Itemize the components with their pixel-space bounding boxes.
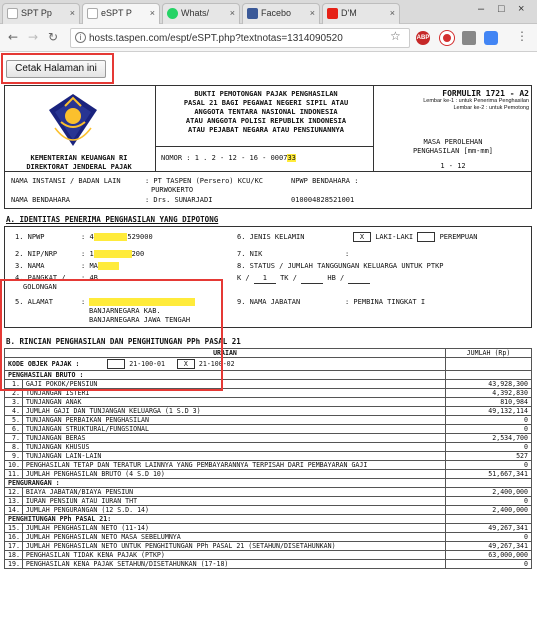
table-row: [5, 443, 532, 452]
form-header: [4, 85, 532, 171]
row-value: 0: [446, 443, 532, 452]
row-number: 16.: [5, 533, 23, 542]
page-icon: [7, 8, 18, 19]
divider: [155, 86, 156, 172]
row-value: 43,928,300: [446, 380, 532, 389]
row-value: 2,400,000: [446, 506, 532, 515]
row-label: JUMLAH PENGHASILAN BRUTO (4 S.D 10): [22, 470, 445, 479]
row-value: 0: [446, 533, 532, 542]
status-tk-value: [301, 274, 323, 284]
close-icon[interactable]: ×: [229, 8, 235, 18]
row-number: 12.: [5, 488, 23, 497]
row-number: 18.: [5, 551, 23, 560]
facebook-icon: [247, 8, 258, 19]
table-row: [5, 452, 532, 461]
table-row: [5, 416, 532, 425]
youtube-icon: [327, 8, 338, 19]
instansi-block: [4, 171, 532, 209]
kode-objek-jumlah: [446, 358, 532, 371]
row-label: TUNJANGAN STRUKTURAL/FUNGSIONAL: [22, 425, 445, 434]
row-number: 8.: [5, 443, 23, 452]
info-icon[interactable]: i: [75, 32, 86, 43]
row-label: TUNJANGAN ANAK: [22, 398, 445, 407]
row-label: JUMLAH GAJI DAN TUNJANGAN KELUARGA (1 S.D 3): [22, 407, 445, 416]
redacted-mark: 33: [287, 154, 296, 162]
masa-line: MASA PEROLEHAN: [423, 138, 483, 146]
status-hb-value: [348, 274, 370, 284]
nama-label: 3. NAMA: [15, 262, 45, 270]
direktorat-line: DIREKTORAT JENDERAL PAJAK: [26, 163, 132, 171]
close-icon[interactable]: ×: [389, 8, 395, 18]
table-row: [5, 506, 532, 515]
row-value: 0: [446, 416, 532, 425]
title-line: BUKTI PEMOTONGAN PAJAK PENGHASILAN: [194, 90, 338, 98]
row-number: 5.: [5, 416, 23, 425]
table-row: [5, 470, 532, 479]
close-icon[interactable]: ×: [69, 8, 75, 18]
forward-icon[interactable]: →: [28, 30, 39, 44]
section-b-title: B. RINCIAN PENGHASILAN DAN PENGHITUNGAN PPh PASAL 21: [6, 337, 241, 346]
npwp-text: 529000: [127, 233, 153, 241]
row-number: 4.: [5, 407, 23, 416]
maximize-icon[interactable]: □: [498, 3, 505, 15]
alamat-label: 5. ALAMAT: [15, 298, 53, 306]
instansi-value: : PT TASPEN (Persero) KCU/KC: [145, 177, 264, 185]
bendahara-label: NAMA BENDAHARA: [11, 196, 71, 204]
kode-2-label: 21-100-02: [198, 360, 235, 368]
tab-label: eSPT P: [101, 8, 132, 18]
row-number: 10.: [5, 461, 23, 470]
extension-icon[interactable]: [462, 31, 476, 45]
formulir-label: FORMULIR 1721 - A2: [442, 89, 529, 98]
status-hb-label: HB /: [327, 274, 345, 282]
jabatan-label: 9. NAMA JABATAN: [237, 298, 301, 306]
row-label: JUMLAH PENGHASILAN NETO MASA SEBELUMNYA: [22, 533, 445, 542]
row-number: 9.: [5, 452, 23, 461]
row-value: 49,267,341: [446, 524, 532, 533]
tab-label: Whats/: [181, 8, 210, 18]
jenis-kelamin-options: [353, 232, 478, 242]
address-bar: [0, 24, 537, 52]
page-content: [0, 52, 537, 640]
kode-objek-label: KODE OBJEK PAJAK :: [8, 360, 80, 368]
whatsapp-icon: [167, 8, 178, 19]
nama-value: : MA: [81, 262, 119, 271]
row-label: TUNJANGAN BERAS: [22, 434, 445, 443]
close-window-icon[interactable]: ×: [518, 3, 525, 15]
row-value: 63,000,000: [446, 551, 532, 560]
row-number: 13.: [5, 497, 23, 506]
col-jumlah: JUMLAH (Rp): [446, 349, 532, 358]
perempuan-label: PEREMPUAN: [439, 233, 478, 241]
group-label: PENGHASILAN BRUTO :: [5, 371, 446, 380]
extension-icon[interactable]: [484, 31, 498, 45]
row-value: 49,132,114: [446, 407, 532, 416]
row-number: 15.: [5, 524, 23, 533]
status-k-value: 1: [254, 274, 276, 284]
row-value: 0: [446, 461, 532, 470]
masa-perolehan-label: [377, 138, 529, 156]
title-line: ATAU PEJABAT NEGARA ATAU PENSIUNANNYA: [188, 126, 344, 134]
opera-icon[interactable]: [440, 31, 454, 45]
laki-laki-label: LAKI-LAKI: [375, 233, 414, 241]
alamat-line: BANJARNEGARA JAWA TENGAH: [89, 316, 191, 324]
section-a-title: A. IDENTITAS PENERIMA PENGHASILAN YANG DIPOTONG: [6, 215, 219, 224]
title-line: ATAU ANGGOTA POLISI REPUBLIK INDONESIA: [185, 117, 347, 125]
table-row: [5, 434, 532, 443]
close-icon[interactable]: ×: [309, 8, 315, 18]
pangkat-label: 4. PANGKAT /: [15, 274, 66, 282]
bendahara-value: : Drs. SUNARJADI: [145, 196, 213, 204]
row-value: 810,984: [446, 398, 532, 407]
table-row: [5, 542, 532, 551]
row-label: GAJI POKOK/PENSIUN: [22, 380, 445, 389]
row-number: 11.: [5, 470, 23, 479]
page-icon: [87, 8, 98, 19]
table-row: [5, 398, 532, 407]
kode-1-label: 21-100-01: [129, 360, 165, 368]
group-value: [446, 479, 532, 488]
minimize-icon[interactable]: –: [478, 3, 485, 15]
tab-whatsapp[interactable]: [162, 3, 240, 24]
tab-label: SPT Pp: [21, 8, 52, 18]
row-number: 1.: [5, 380, 23, 389]
row-label: PENGHASILAN KENA PAJAK SETAHUN/DISETAHUNKAN (17-18): [22, 560, 445, 569]
row-value: 49,267,341: [446, 542, 532, 551]
row-value: 2,534,700: [446, 434, 532, 443]
row-value: 527: [446, 452, 532, 461]
divider: [155, 146, 373, 147]
col-uraian: URAIAN: [5, 349, 446, 358]
status-k-label: K /: [237, 274, 250, 282]
nama-text: MA: [89, 262, 98, 270]
npwp-bendahara-value: 010004828521001: [291, 196, 355, 204]
table-row: [5, 533, 532, 542]
row-label: JUMLAH PENGURANGAN (12 S.D. 14): [22, 506, 445, 515]
nip-value: : 1 200: [81, 250, 145, 258]
tab-facebook[interactable]: [242, 3, 320, 24]
row-value: 0: [446, 497, 532, 506]
laki-laki-checkbox[interactable]: X: [353, 232, 371, 242]
row-label: TUNJANGAN LAIN-LAIN: [22, 452, 445, 461]
pangkat-text: 4B: [89, 274, 98, 282]
row-number: 7.: [5, 434, 23, 443]
divider: [373, 86, 374, 172]
table-row: [5, 497, 532, 506]
print-button[interactable]: Cetak Halaman ini: [6, 60, 106, 78]
nomor-text: NOMOR : 1 . 2 - 12 - 16 - 0007: [161, 154, 288, 162]
lembar-note: [377, 98, 529, 112]
instansi-label: NAMA INSTANSI / BADAN LAIN: [11, 177, 121, 185]
table-row: [5, 461, 532, 470]
row-value: 0: [446, 425, 532, 434]
row-label: TUNJANGAN ISTERI: [22, 389, 445, 398]
lembar-line: Lembar ke-2 : untuk Pemotong: [453, 105, 529, 111]
golongan-label: GOLONGAN: [23, 283, 57, 291]
browser-tab-bar: [0, 0, 537, 24]
title-line: PASAL 21 BAGI PEGAWAI NEGERI SIPIL ATAU: [183, 99, 349, 107]
reload-icon[interactable]: ↻: [48, 30, 59, 44]
npwp-value: : 4 529000: [81, 233, 153, 241]
group-value: [446, 515, 532, 524]
status-values: [237, 274, 370, 284]
npwp-text: 4: [89, 233, 94, 241]
row-label: TUNJANGAN KHUSUS: [22, 443, 445, 452]
npwp-label: 1. NPWP: [15, 233, 45, 241]
back-icon[interactable]: ←: [8, 30, 19, 44]
row-label: TUNJANGAN PERBAIKAN PENGHASILAN: [22, 416, 445, 425]
table-row: [5, 425, 532, 434]
row-label: JUMLAH PENGHASILAN NETO UNTUK PENGHITUNGAN PPh PASAL 21 (SETAHUN/DISETAHUNKAN): [22, 542, 445, 551]
nik-value: :: [345, 250, 350, 258]
row-number: 6.: [5, 425, 23, 434]
highlight-box: [1, 53, 114, 84]
menu-icon[interactable]: ⋮: [516, 29, 528, 43]
title-line: ANGGOTA TENTARA NASIONAL INDONESIA: [194, 108, 338, 116]
table-row: [5, 560, 532, 569]
tab-label: Facebo: [261, 8, 292, 18]
kementerian-line: KEMENTERIAN KEUANGAN RI: [30, 154, 128, 162]
table-row: [5, 488, 532, 497]
status-tk-label: TK /: [280, 274, 297, 282]
tab-label: D'M: [341, 8, 357, 18]
row-value: 4,392,830: [446, 389, 532, 398]
row-number: 2.: [5, 389, 23, 398]
nomor-field: [161, 154, 296, 162]
kementerian-label: [9, 154, 149, 172]
npwp-bendahara-label: NPWP BENDAHARA :: [291, 177, 359, 185]
highlight-box: [0, 279, 223, 391]
masa-line: PENGHASILAN [mm-mm]: [412, 147, 494, 155]
table-row: [5, 407, 532, 416]
row-label: JUMLAH PENGHASILAN NETO (11-14): [22, 524, 445, 533]
kode-2-checkbox[interactable]: X: [177, 359, 195, 369]
row-number: 3.: [5, 398, 23, 407]
alamat-value: :: [81, 298, 195, 307]
form-title: [161, 90, 371, 135]
table-row: [5, 524, 532, 533]
table-row: [5, 551, 532, 560]
instansi-value: PURWOKERTO: [151, 186, 194, 194]
tab-spt[interactable]: [2, 3, 80, 24]
url-text: hosts.taspen.com/espt/eSPT.php?textnotas=1314090520: [89, 33, 343, 44]
row-label: PENGHASILAN TETAP DAN TERATUR LAINNYA YANG PEMBAYARANNYA TERPISAH DARI PEMBAYARAN GAJI: [22, 461, 445, 470]
tax-form: [4, 85, 532, 569]
status-label: 8. STATUS / JUMLAH TANGGUNGAN KELUARGA UNTUK PTKP: [237, 262, 444, 270]
table-group-row: [5, 479, 532, 488]
row-number: 19.: [5, 560, 23, 569]
adblock-icon[interactable]: ABP: [416, 31, 430, 45]
close-icon[interactable]: ×: [149, 8, 155, 18]
jabatan-value: : PEMBINA TINGKAT I: [345, 298, 426, 306]
masa-perolehan-value: 1 - 12: [440, 162, 466, 170]
row-label: BIAYA JABATAN/BIAYA PENSIUN: [22, 488, 445, 497]
kemenkeu-logo-icon: [47, 92, 99, 148]
alamat-line: BANJARNEGARA KAB.: [89, 307, 161, 315]
row-number: 17.: [5, 542, 23, 551]
pangkat-value: : 4B: [81, 274, 98, 282]
row-value: 0: [446, 560, 532, 569]
tab-espt[interactable]: [82, 3, 160, 24]
jenis-kelamin-label: 6. JENIS KELAMIN: [237, 233, 305, 241]
star-icon[interactable]: ☆: [390, 29, 401, 43]
tab-youtube[interactable]: [322, 3, 400, 24]
row-number: 14.: [5, 506, 23, 515]
group-label: PENGHITUNGAN PPh PASAL 21:: [5, 515, 446, 524]
url-input[interactable]: [70, 28, 410, 48]
group-value: [446, 371, 532, 380]
nip-text: 200: [131, 250, 145, 258]
nip-text: 1: [89, 250, 94, 258]
table-group-row: [5, 515, 532, 524]
nik-label: 7. NIK: [237, 250, 263, 258]
row-label: IURAN PENSIUN ATAU IURAN THT: [22, 497, 445, 506]
perempuan-checkbox[interactable]: [417, 232, 435, 242]
nip-label: 2. NIP/NRP: [15, 250, 58, 258]
row-value: 51,667,341: [446, 470, 532, 479]
row-label: PENGHASILAN TIDAK KENA PAJAK (PTKP): [22, 551, 445, 560]
lembar-line: Lembar ke-1 : untuk Penerima Penghasilan: [423, 98, 529, 104]
group-label: PENGURANGAN :: [5, 479, 446, 488]
row-value: 2,400,000: [446, 488, 532, 497]
